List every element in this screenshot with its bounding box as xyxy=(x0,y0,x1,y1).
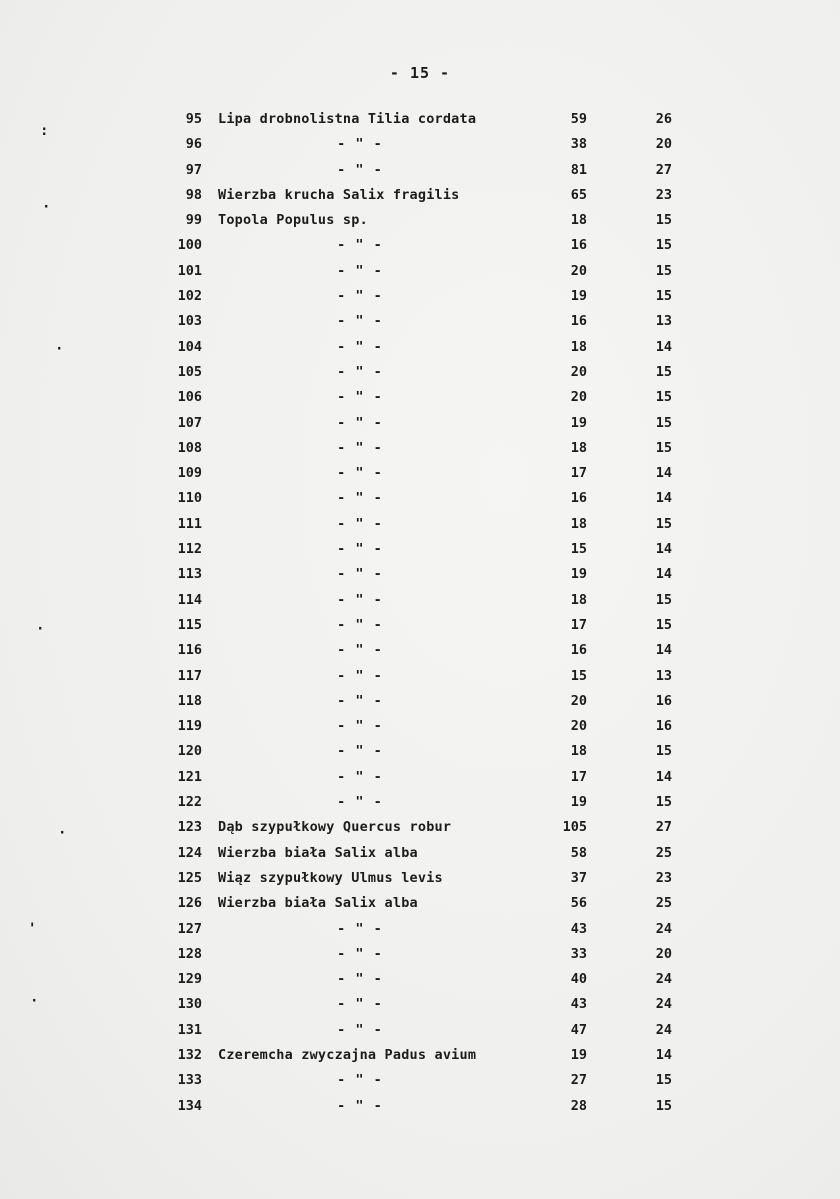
tree-table xyxy=(0,109,840,1121)
row-number: 104 xyxy=(177,338,202,355)
table-row xyxy=(0,488,840,513)
row-number: 101 xyxy=(177,262,202,279)
species-name: - " - xyxy=(337,971,383,988)
species-name: - " - xyxy=(337,490,383,507)
value-second: 25 xyxy=(655,844,672,861)
value-second: 13 xyxy=(655,313,672,330)
row-number: 120 xyxy=(177,743,202,760)
table-row xyxy=(0,1045,840,1070)
value-first: 105 xyxy=(562,819,587,836)
value-first: 37 xyxy=(570,869,587,886)
table-row xyxy=(0,817,840,842)
margin-mark: ' xyxy=(28,921,37,937)
species-name: Wierzba biała Salix alba xyxy=(218,844,418,861)
species-name: - " - xyxy=(337,794,383,811)
table-row xyxy=(0,919,840,944)
row-number: 98 xyxy=(185,186,202,203)
species-name: Wierzba biała Salix alba xyxy=(218,895,418,912)
value-first: 18 xyxy=(570,439,587,456)
value-second: 27 xyxy=(655,819,672,836)
species-name: - " - xyxy=(337,718,383,735)
row-number: 117 xyxy=(177,667,202,684)
species-name: - " - xyxy=(337,996,383,1013)
table-row xyxy=(0,666,840,691)
table-row xyxy=(0,109,840,134)
table-row xyxy=(0,944,840,969)
value-first: 19 xyxy=(570,794,587,811)
row-number: 126 xyxy=(177,895,202,912)
table-row xyxy=(0,868,840,893)
value-second: 14 xyxy=(655,490,672,507)
value-second: 15 xyxy=(655,794,672,811)
value-second: 16 xyxy=(655,692,672,709)
value-first: 20 xyxy=(570,262,587,279)
table-row xyxy=(0,134,840,159)
value-second: 15 xyxy=(655,591,672,608)
row-number: 111 xyxy=(177,515,202,532)
margin-mark: · xyxy=(30,993,39,1009)
table-row xyxy=(0,615,840,640)
value-second: 15 xyxy=(655,414,672,431)
value-second: 15 xyxy=(655,212,672,229)
species-name: - " - xyxy=(337,515,383,532)
row-number: 103 xyxy=(177,313,202,330)
value-first: 20 xyxy=(570,692,587,709)
species-name: - " - xyxy=(337,439,383,456)
value-first: 15 xyxy=(570,667,587,684)
row-number: 116 xyxy=(177,642,202,659)
value-first: 16 xyxy=(570,642,587,659)
value-second: 24 xyxy=(655,1021,672,1038)
row-number: 112 xyxy=(177,541,202,558)
table-row xyxy=(0,716,840,741)
value-second: 14 xyxy=(655,338,672,355)
value-second: 20 xyxy=(655,945,672,962)
value-second: 15 xyxy=(655,743,672,760)
value-first: 16 xyxy=(570,237,587,254)
value-first: 18 xyxy=(570,212,587,229)
table-row xyxy=(0,413,840,438)
species-name: - " - xyxy=(337,945,383,962)
value-first: 17 xyxy=(570,768,587,785)
row-number: 128 xyxy=(177,945,202,962)
value-second: 23 xyxy=(655,869,672,886)
row-number: 118 xyxy=(177,692,202,709)
value-second: 15 xyxy=(655,288,672,305)
row-number: 110 xyxy=(177,490,202,507)
row-number: 125 xyxy=(177,869,202,886)
value-second: 15 xyxy=(655,1097,672,1114)
value-first: 16 xyxy=(570,313,587,330)
table-row xyxy=(0,362,840,387)
value-first: 58 xyxy=(570,844,587,861)
table-row xyxy=(0,590,840,615)
value-first: 18 xyxy=(570,743,587,760)
row-number: 95 xyxy=(185,111,202,127)
table-row xyxy=(0,286,840,311)
species-name: - " - xyxy=(337,920,383,937)
row-number: 97 xyxy=(185,161,202,178)
species-name: - " - xyxy=(337,642,383,659)
species-name: - " - xyxy=(337,237,383,254)
row-number: 133 xyxy=(177,1072,202,1089)
value-first: 59 xyxy=(570,111,587,127)
row-number: 122 xyxy=(177,794,202,811)
row-number: 119 xyxy=(177,718,202,735)
species-name: Wierzba krucha Salix fragilis xyxy=(218,186,460,203)
table-row xyxy=(0,843,840,868)
row-number: 107 xyxy=(177,414,202,431)
value-second: 26 xyxy=(655,111,672,127)
value-first: 43 xyxy=(570,996,587,1013)
table-row xyxy=(0,438,840,463)
row-number: 115 xyxy=(177,616,202,633)
value-first: 56 xyxy=(570,895,587,912)
value-second: 15 xyxy=(655,439,672,456)
species-name: - " - xyxy=(337,566,383,583)
value-second: 24 xyxy=(655,971,672,988)
row-number: 132 xyxy=(177,1046,202,1063)
row-number: 106 xyxy=(177,389,202,406)
table-row xyxy=(0,160,840,185)
value-first: 27 xyxy=(570,1072,587,1089)
value-first: 20 xyxy=(570,718,587,735)
value-second: 14 xyxy=(655,642,672,659)
species-name: Topola Populus sp. xyxy=(218,212,368,229)
value-second: 20 xyxy=(655,136,672,153)
table-row xyxy=(0,1096,840,1121)
row-number: 121 xyxy=(177,768,202,785)
value-second: 15 xyxy=(655,515,672,532)
species-name: - " - xyxy=(337,313,383,330)
value-first: 19 xyxy=(570,566,587,583)
species-name: - " - xyxy=(337,1097,383,1114)
value-second: 24 xyxy=(655,920,672,937)
table-row xyxy=(0,792,840,817)
value-first: 47 xyxy=(570,1021,587,1038)
value-second: 14 xyxy=(655,465,672,482)
value-first: 81 xyxy=(570,161,587,178)
table-row xyxy=(0,994,840,1019)
species-name: - " - xyxy=(337,768,383,785)
value-first: 20 xyxy=(570,363,587,380)
species-name: - " - xyxy=(337,465,383,482)
value-second: 15 xyxy=(655,1072,672,1089)
value-second: 14 xyxy=(655,541,672,558)
page-number: - 15 - xyxy=(389,64,451,82)
table-row xyxy=(0,691,840,716)
row-number: 127 xyxy=(177,920,202,937)
value-first: 33 xyxy=(570,945,587,962)
table-row xyxy=(0,235,840,260)
species-name: - " - xyxy=(337,389,383,406)
row-number: 134 xyxy=(177,1097,202,1114)
species-name: Wiąz szypułkowy Ulmus levis xyxy=(218,869,443,886)
margin-mark: · xyxy=(58,825,67,841)
species-name: - " - xyxy=(337,591,383,608)
value-first: 19 xyxy=(570,414,587,431)
row-number: 109 xyxy=(177,465,202,482)
value-first: 18 xyxy=(570,515,587,532)
species-name: - " - xyxy=(337,667,383,684)
row-number: 131 xyxy=(177,1021,202,1038)
table-row xyxy=(0,1020,840,1045)
value-second: 14 xyxy=(655,566,672,583)
species-name: - " - xyxy=(337,1072,383,1089)
table-row xyxy=(0,1070,840,1095)
species-name: - " - xyxy=(337,616,383,633)
value-second: 24 xyxy=(655,996,672,1013)
margin-mark: · xyxy=(42,199,51,215)
value-first: 43 xyxy=(570,920,587,937)
table-row xyxy=(0,539,840,564)
value-second: 15 xyxy=(655,363,672,380)
table-row xyxy=(0,969,840,994)
value-second: 13 xyxy=(655,667,672,684)
species-name: - " - xyxy=(337,136,383,153)
table-row xyxy=(0,210,840,235)
value-second: 15 xyxy=(655,389,672,406)
value-first: 28 xyxy=(570,1097,587,1114)
row-number: 96 xyxy=(185,136,202,153)
value-first: 19 xyxy=(570,288,587,305)
margin-mark: · xyxy=(36,621,45,637)
value-second: 27 xyxy=(655,161,672,178)
species-name: - " - xyxy=(337,414,383,431)
value-second: 23 xyxy=(655,186,672,203)
species-name: - " - xyxy=(337,1021,383,1038)
table-row xyxy=(0,463,840,488)
table-row xyxy=(0,337,840,362)
species-name: - " - xyxy=(337,288,383,305)
value-first: 17 xyxy=(570,616,587,633)
margin-mark: : xyxy=(40,123,49,139)
row-number: 105 xyxy=(177,363,202,380)
value-first: 15 xyxy=(570,541,587,558)
value-second: 16 xyxy=(655,718,672,735)
row-number: 123 xyxy=(177,819,202,836)
value-first: 65 xyxy=(570,186,587,203)
table-row xyxy=(0,564,840,589)
value-second: 14 xyxy=(655,1046,672,1063)
value-first: 40 xyxy=(570,971,587,988)
value-first: 17 xyxy=(570,465,587,482)
species-name: - " - xyxy=(337,541,383,558)
species-name: - " - xyxy=(337,262,383,279)
species-name: Czeremcha zwyczajna Padus avium xyxy=(218,1046,477,1063)
species-name: Dąb szypułkowy Quercus robur xyxy=(218,819,452,836)
species-name: - " - xyxy=(337,692,383,709)
value-first: 38 xyxy=(570,136,587,153)
species-name: - " - xyxy=(337,161,383,178)
species-name: - " - xyxy=(337,338,383,355)
value-first: 18 xyxy=(570,338,587,355)
row-number: 114 xyxy=(177,591,202,608)
row-number: 129 xyxy=(177,971,202,988)
row-number: 113 xyxy=(177,566,202,583)
species-name: - " - xyxy=(337,363,383,380)
table-row xyxy=(0,311,840,336)
table-row xyxy=(0,893,840,918)
row-number: 124 xyxy=(177,844,202,861)
table-row xyxy=(0,185,840,210)
row-number: 100 xyxy=(177,237,202,254)
row-number: 99 xyxy=(185,212,202,229)
table-row xyxy=(0,741,840,766)
value-second: 15 xyxy=(655,237,672,254)
value-second: 15 xyxy=(655,616,672,633)
species-name: Lipa drobnolistna Tilia cordata xyxy=(218,111,477,127)
row-number: 102 xyxy=(177,288,202,305)
value-second: 25 xyxy=(655,895,672,912)
table-row xyxy=(0,640,840,665)
value-second: 14 xyxy=(655,768,672,785)
value-second: 15 xyxy=(655,262,672,279)
row-number: 108 xyxy=(177,439,202,456)
value-first: 20 xyxy=(570,389,587,406)
table-row xyxy=(0,261,840,286)
row-number: 130 xyxy=(177,996,202,1013)
table-row xyxy=(0,767,840,792)
value-first: 16 xyxy=(570,490,587,507)
margin-mark: · xyxy=(55,341,64,357)
value-first: 18 xyxy=(570,591,587,608)
value-first: 19 xyxy=(570,1046,587,1063)
table-row xyxy=(0,514,840,539)
table-row xyxy=(0,387,840,412)
species-name: - " - xyxy=(337,743,383,760)
